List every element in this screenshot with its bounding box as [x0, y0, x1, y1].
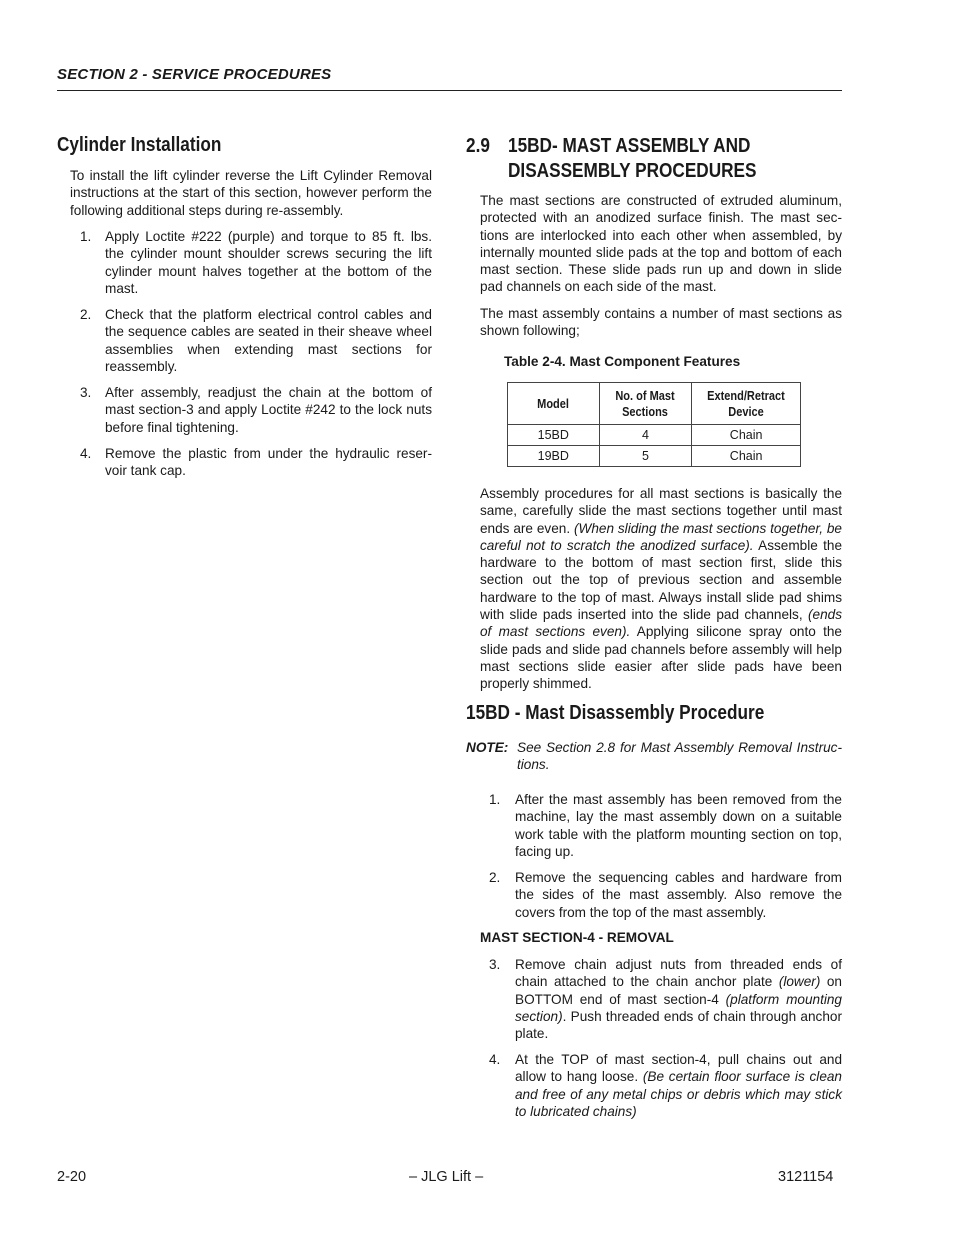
step-4-caution-text: (Be certain floor surface is clean and free of any metal chips or debris which may stick to lubricated chains) — [515, 1069, 842, 1119]
step-text: After assembly, readjust the chain at the bottom of mast section-3 and apply Loctite #242 to the lock nuts before final tightening. — [105, 385, 432, 435]
column-header-device: Extend/Retract Device — [692, 383, 801, 425]
step-number: 3. — [489, 957, 501, 972]
step-3-text-a: Remove chain adjust nuts from threaded ends of chain attached to the chain anchor plate — [515, 957, 842, 990]
mast-count-paragraph: The mast assembly contains a number of mast sections as shown following; — [480, 306, 842, 339]
section-title-line-2: DISASSEMBLY PROCEDURES — [508, 160, 757, 182]
step-text: After the mast assembly has been removed from the machine, lay the mast assembly down on a suitable work table with the platform mounting section on top, facing up. — [515, 792, 842, 859]
assembly-caution-text: (When sliding the mast sections together, be careful not to scratch the anodized surface). — [480, 520, 842, 553]
intro-paragraph: To install the lift cylinder reverse the Lift Cylinder Removal instructions at the start of this section, however perform the following additional steps during re-assembly. — [70, 168, 432, 218]
table-cell: 19BD — [508, 446, 600, 467]
table-cell: Chain — [692, 446, 801, 467]
table-cell: 4 — [599, 425, 692, 446]
note-label: NOTE: — [466, 740, 509, 755]
step-text — [515, 1051, 842, 1120]
mast-component-table — [507, 382, 801, 467]
step-3-text-lower: (lower) — [778, 974, 821, 990]
step-3-text-platform: (platform mounting section) — [515, 991, 842, 1024]
note-text: See Section 2.8 for Mast Assembly Removal Instruc-tions. — [517, 740, 842, 773]
step-text: Check that the platform electrical control cables and the sequence cables are seated in their sheave wheel assemblies when extending mast sections for reassembly. — [105, 307, 432, 374]
page-number: 2-20 — [57, 1169, 87, 1185]
disassembly-heading: 15BD - Mast Disassembly Procedure — [466, 702, 765, 724]
step-text: Remove the plastic from under the hydraulic reser-voir tank cap. — [105, 446, 432, 479]
step-3-text-b: on BOTTOM end of mast section-4 — [515, 974, 842, 1007]
assembly-text-a: Assembly procedures for all mast sections is basically the same, carefully slide the mast sections together until mast ends are even. — [480, 486, 842, 536]
table-cell: 15BD — [508, 425, 600, 446]
step-text: Remove the sequencing cables and hardware from the sides of the mast assembly. Also remove the covers from the top of the mast assembly. — [515, 870, 842, 920]
table-row — [508, 446, 801, 467]
assembly-paragraph — [480, 485, 842, 693]
step-number: 4. — [80, 446, 92, 461]
step-number: 2. — [80, 307, 92, 322]
table-cell: 5 — [599, 446, 692, 467]
column-header-sections: No. of Mast Sections — [599, 383, 692, 425]
step-text: Apply Loctite #222 (purple) and torque to 85 ft. lbs. the cylinder mount shoulder screws securing the lift cylinder mount halves together at the bottom of the mast. — [105, 229, 432, 296]
step-number: 2. — [489, 870, 501, 885]
step-number: 4. — [489, 1052, 501, 1067]
header-divider — [57, 90, 842, 91]
assembly-text-c: Assemble the hardware to the bottom of mast section first, slide this section out the top of previous section and assemble hardware to the top of mast. Always install slide pad shims with slide pads inserted into the slide pad channels, — [480, 537, 842, 623]
mast-section-4-subheading: MAST SECTION-4 - REMOVAL — [480, 930, 674, 945]
step-4-text-a: At the TOP of mast section-4, pull chains out and allow to hang loose. — [515, 1052, 842, 1085]
cylinder-installation-heading: Cylinder Installation — [57, 134, 222, 156]
document-number: 3121154 — [778, 1169, 834, 1185]
table-header-row — [508, 383, 801, 425]
mast-intro-paragraph: The mast sections are constructed of extruded aluminum, protected with an anodized surface finish. The mast sec-tions are interlocked into each other when assembled, by internally mounted slide pads at the top and bottom of each mast section. These slide pads run up and down in slide pad channels on each side of the mast. — [480, 193, 842, 295]
table-cell: Chain — [692, 425, 801, 446]
footer-center-text: – JLG Lift – — [409, 1169, 484, 1185]
step-number: 1. — [489, 792, 501, 807]
assembly-text-e: Applying silicone spray onto the slide pads and slide pad channels before assembly will help mast sections slide easier after slide pads have been properly shimmed. — [480, 624, 842, 692]
column-header-model: Model — [508, 383, 600, 425]
step-number: 3. — [80, 385, 92, 400]
step-text — [515, 956, 842, 1042]
step-3-text-c: . Push threaded ends of chain through anchor plate. — [515, 1008, 842, 1042]
step-number: 1. — [80, 229, 92, 244]
section-number: 2.9 — [466, 135, 490, 157]
table-caption: Table 2-4. Mast Component Features — [504, 354, 741, 369]
table-row — [508, 425, 801, 446]
section-header-title: SECTION 2 - SERVICE PROCEDURES — [57, 66, 332, 83]
assembly-note-text: (ends of mast sections even). — [480, 607, 842, 640]
section-title-line-1: 15BD- MAST ASSEMBLY AND — [508, 135, 751, 157]
